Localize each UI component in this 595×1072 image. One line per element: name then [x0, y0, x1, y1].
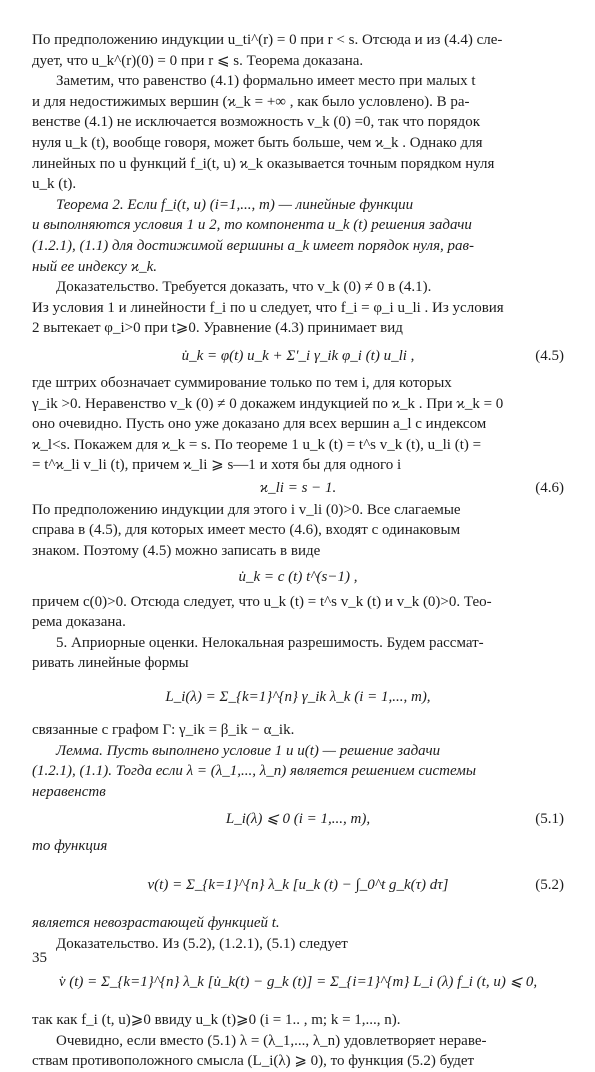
text-line: знаком. Поэтому (4.5) можно записать в виде	[32, 543, 321, 560]
text-line: так как f_i (t, u)⩾0 ввиду u_k (t)⩾0 (i = 1.. , m; k = 1,..., n).	[32, 1012, 401, 1029]
text-line: связанные с графом Г: γ_ik = β_ik − α_ik.	[32, 722, 295, 739]
equation-body: L_i(λ) = Σ_{k=1}^{n} γ_ik λ_k (i = 1,..., m),	[165, 689, 431, 706]
theorem-line: (1.2.1), (1.1) для достижимой вершины a_k имеет порядок нуля, рав-	[32, 237, 475, 254]
text-line: где штрих обозначает суммирование только по тем i, для которых	[32, 374, 452, 391]
equation-4-5	[32, 339, 564, 373]
text-line: венстве (4.1) не исключается возможность v_k (0) =0, так что порядок	[32, 114, 480, 131]
text-line: является невозрастающей функцией t.	[32, 915, 280, 931]
equation-body: L_i(λ) ⩽ 0 (i = 1,..., m),	[225, 811, 371, 828]
proof-line: Доказательство. Из (5.2), (1.2.1), (5.1) следует	[56, 935, 348, 952]
theorem-line: Теорема 2. Если f_i(t, u) (i=1,..., m) — линейные функции	[56, 196, 414, 213]
equation-4-6	[32, 476, 564, 500]
page-body	[32, 30, 564, 1072]
equation-5-2	[32, 857, 564, 913]
equation-linear-forms	[32, 674, 564, 720]
lemma-line: (1.2.1), (1.1). Тогда если λ = (λ_1,..., λ_n) является решением системы	[32, 763, 477, 780]
text-line: = t^ϰ_li v_li (t), причем ϰ_li ⩾ s—1 и хотя бы для одного i	[32, 457, 402, 474]
section-heading-line: 5. Априорные оценки. Нелокальная разрешимость. Будем рассмат-	[56, 634, 484, 651]
text-line: и для недостижимых вершин (ϰ_k = +∞ , как было условлено). В ра-	[32, 93, 470, 110]
text-line: u_k (t).	[32, 176, 77, 193]
text-line: ривать линейные формы	[32, 655, 189, 672]
text-line: линейных по u функций f_i(t, u) ϰ_k оказывается точным порядком нуля	[32, 155, 495, 172]
theorem-line: и выполняются условия 1 и 2, то компонента u_k (t) решения задачи	[32, 217, 472, 234]
text-line: Заметим, что равенство (4.1) формально имеет место при малых t	[56, 73, 476, 90]
text-line: рема доказана.	[32, 614, 126, 631]
text-line: По предположению индукции для этого i v_li (0)>0. Все слагаемые	[32, 501, 461, 518]
equation-body: v̇ (t) = Σ_{k=1}^{n} λ_k [u̇_k(t) − g_k (t)] = Σ_{i=1}^{m} L_i (λ) f_i (t, u) ⩽ 0,	[58, 974, 538, 991]
text-line: справа в (4.5), для которых имеет место (4.6), входят с одинаковым	[32, 522, 461, 539]
text-line: причем c(0)>0. Отсюда следует, что u_k (t) = t^s v_k (t) и v_k (0)>0. Тео-	[32, 593, 492, 610]
equation-body: v(t) = Σ_{k=1}^{n} λ_k [u_k (t) − ∫_0^t g_k(τ) dτ]	[147, 877, 449, 893]
equation-number: (4.5)	[535, 347, 564, 364]
equation-number: (4.6)	[535, 479, 564, 496]
equation-5-1	[32, 802, 564, 836]
equation-c	[32, 562, 564, 592]
equation-body: ϰ_li = s − 1.	[259, 479, 337, 496]
text-line: ϰ_l<s. Покажем для ϰ_k = s. По теореме 1 u_k (t) = t^s v_k (t), u_li (t) =	[32, 436, 482, 453]
lemma-line: неравенств	[32, 783, 106, 800]
lemma-line: Лемма. Пусть выполнено условие 1 и u(t) — решение задачи	[56, 742, 441, 759]
equation-body: u̇_k = φ(t) u_k + Σ′_i γ_ik φ_i (t) u_li ,	[181, 347, 415, 364]
text-line: γ_ik >0. Неравенство v_k (0) ≠ 0 докажем индукцией по ϰ_k . При ϰ_k = 0	[32, 395, 504, 412]
equation-derivative	[32, 954, 564, 1010]
text-line: оно очевидно. Пусть оно уже доказано для всех вершин a_l с индексом	[32, 416, 487, 433]
theorem-line: ный ее индексу ϰ_k.	[32, 258, 158, 275]
page-number: 35	[32, 950, 47, 966]
equation-body: u̇_k = c (t) t^(s−1) ,	[238, 568, 358, 585]
text-line: то функция	[32, 838, 108, 855]
proof-line: Доказательство. Требуется доказать, что v_k (0) ≠ 0 в (4.1).	[56, 279, 432, 296]
text-line: Очевидно, если вместо (5.1) λ = (λ_1,..., λ_n) удовлетворяет нераве-	[56, 1032, 487, 1049]
text-line: По предположению индукции u_ti^(r) = 0 при r < s. Отсюда и из (4.4) сле-	[32, 32, 503, 48]
equation-number: (5.2)	[535, 877, 564, 893]
text-line: Из условия 1 и линейности f_i по u следует, что f_i = φ_i u_li . Из условия	[32, 299, 504, 316]
text-line: нуля u_k (t), вообще говоря, может быть больше, чем ϰ_k . Однако для	[32, 134, 483, 151]
equation-number: (5.1)	[535, 811, 564, 828]
text-line: 2 вытекает φ_i>0 при t⩾0. Уравнение (4.3) принимает вид	[32, 320, 403, 337]
text-line: дует, что u_k^(r)(0) = 0 при r ⩽ s. Теорема доказана.	[32, 52, 364, 69]
text-line: ствам противоположного смысла (L_i(λ) ⩾ 0), то функция (5.2) будет	[32, 1053, 475, 1070]
